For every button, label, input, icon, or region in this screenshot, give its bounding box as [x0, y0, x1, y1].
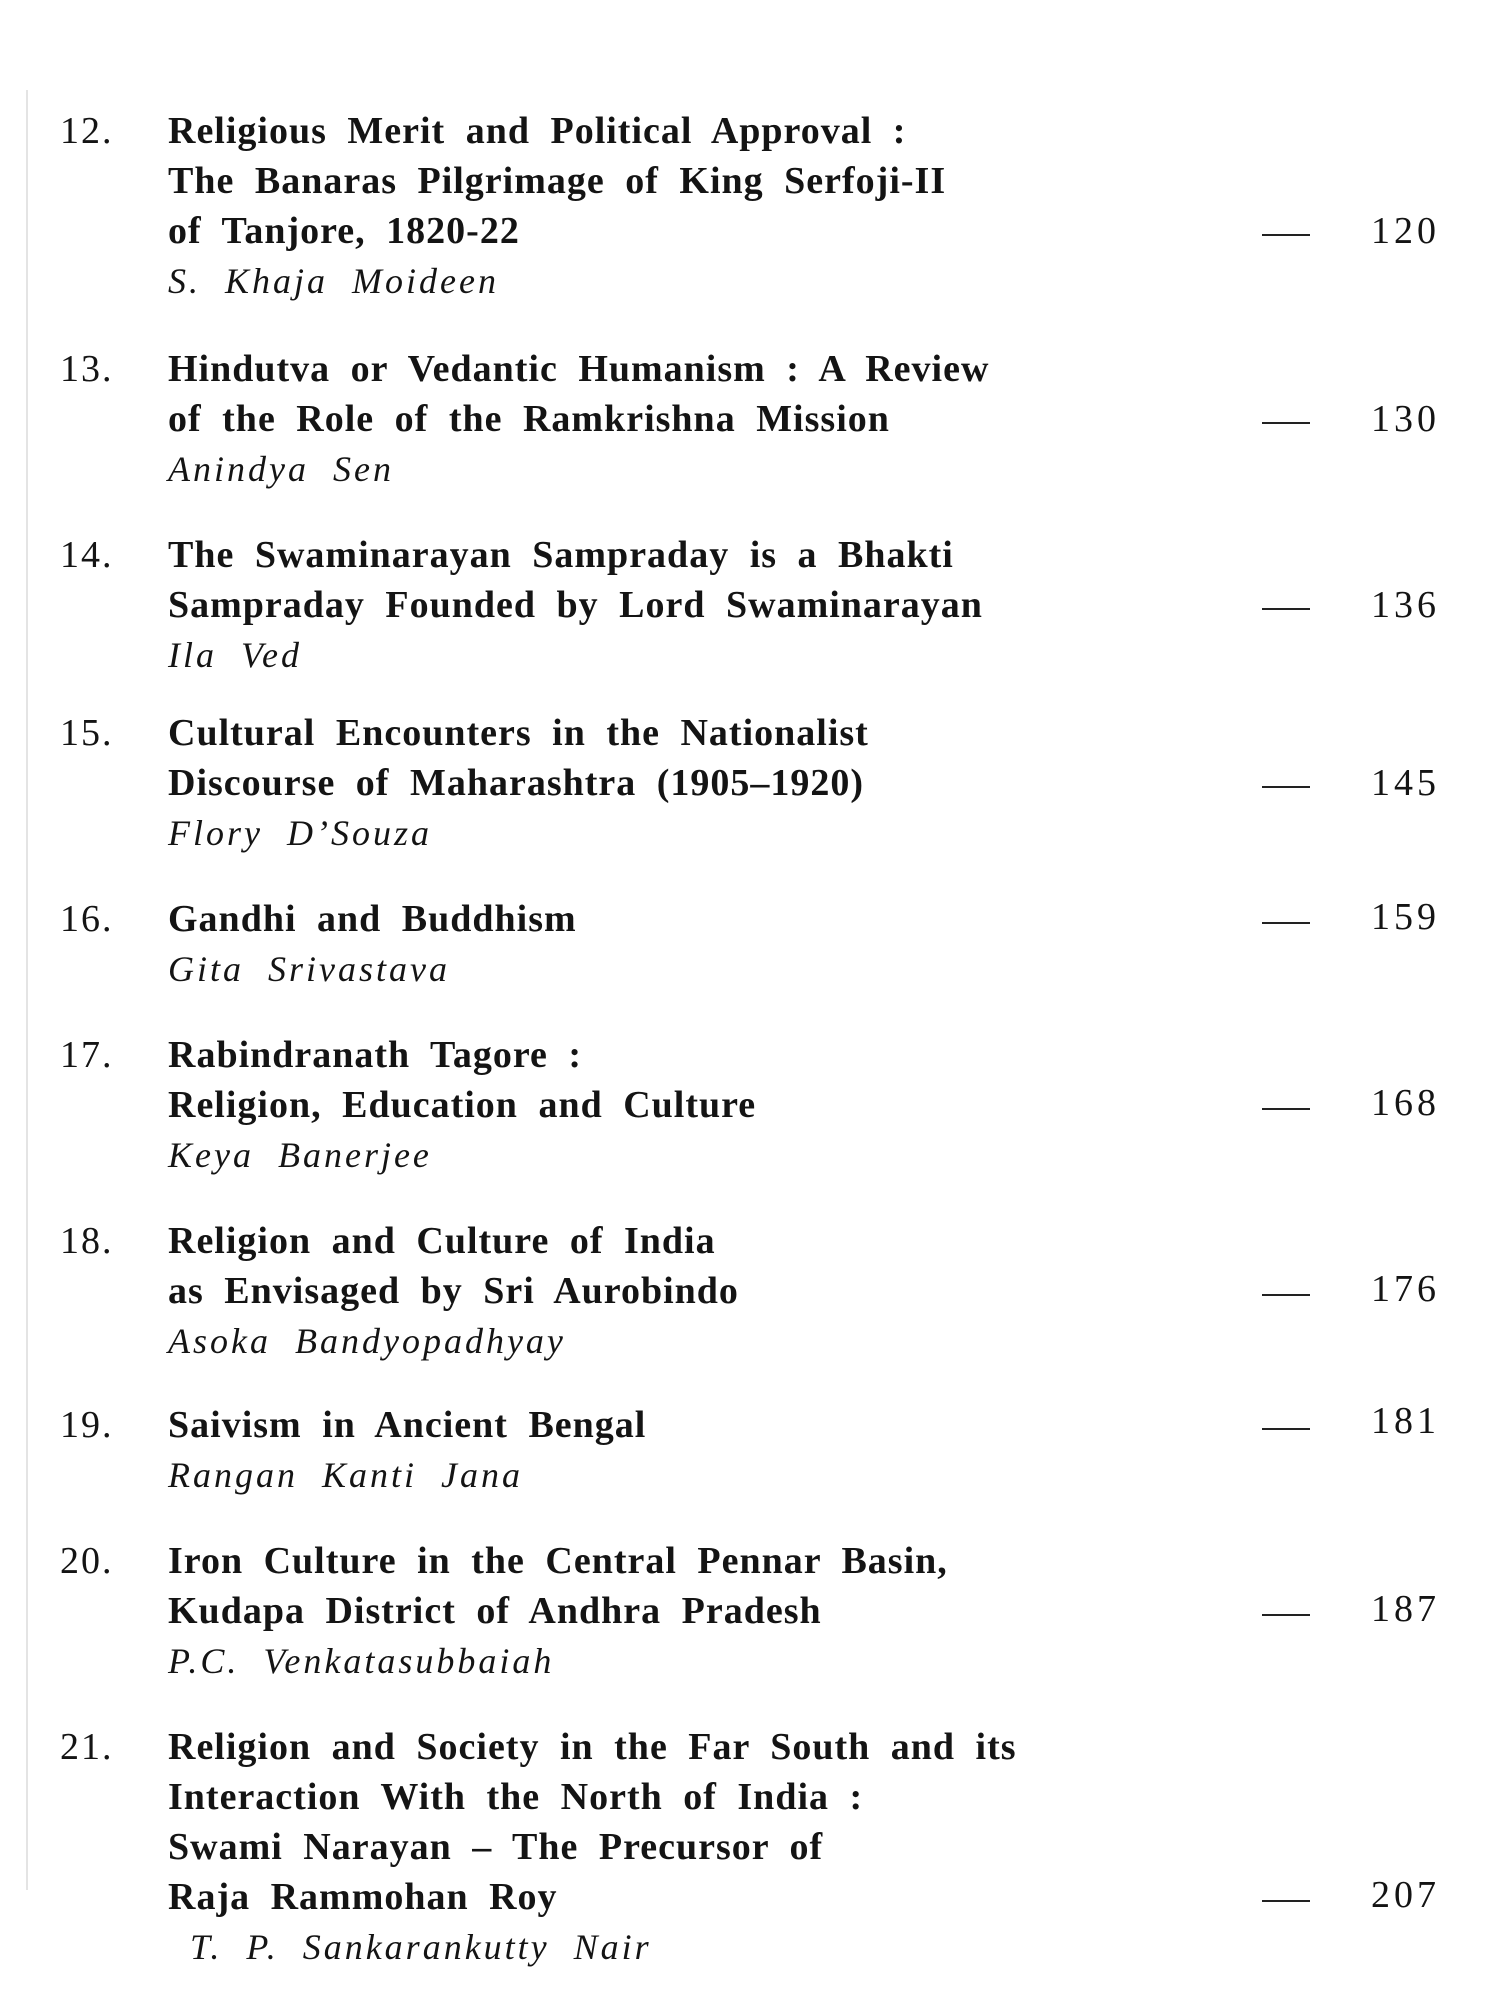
leader-dash — [1262, 1428, 1310, 1430]
leader-dash — [1262, 1614, 1310, 1616]
title-line: Hindutva or Vedantic Humanism : A Review — [168, 348, 990, 390]
title-line: Swami Narayan – The Precursor of — [168, 1826, 824, 1868]
entry-author: Gita Srivastava — [168, 949, 450, 989]
entry-page-number: 159 — [1371, 896, 1440, 938]
entry-page-number: 168 — [1371, 1082, 1440, 1124]
entry-title — [168, 530, 1158, 630]
title-line: Iron Culture in the Central Pennar Basin, — [168, 1540, 948, 1582]
entry-number: 16. — [60, 898, 114, 940]
title-line: of Tanjore, 1820-22 — [168, 210, 520, 252]
title-line: Gandhi and Buddhism — [168, 898, 577, 940]
entry-number: 14. — [60, 534, 114, 576]
leader-dash — [1262, 786, 1310, 788]
title-line: Rabindranath Tagore : — [168, 1034, 583, 1076]
page-edge-shadow — [26, 90, 28, 1890]
leader-dash — [1262, 1294, 1310, 1296]
title-line: The Banaras Pilgrimage of King Serfoji-II — [168, 160, 947, 202]
leader-dash — [1262, 922, 1310, 924]
title-line: Religion, Education and Culture — [168, 1084, 757, 1126]
title-line: of the Role of the Ramkrishna Mission — [168, 398, 890, 440]
entry-author: T. P. Sankarankutty Nair — [190, 1927, 652, 1967]
entry-number: 21. — [60, 1726, 114, 1768]
entry-title — [168, 1216, 1158, 1316]
entry-author: P.C. Venkatasubbaiah — [168, 1641, 555, 1681]
leader-dash — [1262, 608, 1310, 610]
title-line: Raja Rammohan Roy — [168, 1876, 558, 1918]
entry-author: S. Khaja Moideen — [168, 261, 499, 301]
entry-page-number: 181 — [1371, 1400, 1440, 1442]
title-line: Saivism in Ancient Bengal — [168, 1404, 647, 1446]
entry-page-number: 145 — [1371, 762, 1440, 804]
entry-author: Flory D’Souza — [168, 813, 432, 853]
title-line: Religion and Society in the Far South and its — [168, 1726, 1017, 1768]
entry-title — [168, 1030, 1158, 1130]
entry-title — [168, 708, 1158, 808]
entry-number: 19. — [60, 1404, 114, 1446]
entry-title — [168, 106, 1158, 256]
entry-number: 17. — [60, 1034, 114, 1076]
entry-page-number: 120 — [1371, 210, 1440, 252]
entry-title — [168, 1536, 1158, 1636]
entry-page-number: 176 — [1371, 1268, 1440, 1310]
title-line: Religion and Culture of India — [168, 1220, 716, 1262]
entry-number: 18. — [60, 1220, 114, 1262]
entry-author: Keya Banerjee — [168, 1135, 432, 1175]
entry-page-number: 207 — [1371, 1874, 1440, 1916]
entry-number: 20. — [60, 1540, 114, 1582]
entry-author: Anindya Sen — [168, 449, 394, 489]
entry-title — [168, 894, 1158, 944]
entry-number: 12. — [60, 110, 114, 152]
entry-number: 13. — [60, 348, 114, 390]
leader-dash — [1262, 1900, 1310, 1902]
entry-author: Asoka Bandyopadhyay — [168, 1321, 566, 1361]
entry-author: Rangan Kanti Jana — [168, 1455, 523, 1495]
title-line: Discourse of Maharashtra (1905–1920) — [168, 762, 865, 804]
title-line: Religious Merit and Political Approval : — [168, 110, 907, 152]
entry-number: 15. — [60, 712, 114, 754]
leader-dash — [1262, 422, 1310, 424]
title-line: as Envisaged by Sri Aurobindo — [168, 1270, 739, 1312]
title-line: Kudapa District of Andhra Pradesh — [168, 1590, 822, 1632]
entry-page-number: 136 — [1371, 584, 1440, 626]
entry-page-number: 187 — [1371, 1588, 1440, 1630]
leader-dash — [1262, 234, 1310, 236]
entry-author: Ila Ved — [168, 635, 302, 675]
entry-title — [168, 1400, 1158, 1450]
title-line: Interaction With the North of India : — [168, 1776, 864, 1818]
entry-title — [168, 344, 1158, 444]
entry-page-number: 130 — [1371, 398, 1440, 440]
entry-title — [168, 1722, 1158, 1922]
title-line: The Swaminarayan Sampraday is a Bhakti — [168, 534, 954, 576]
title-line: Cultural Encounters in the Nationalist — [168, 712, 869, 754]
title-line: Sampraday Founded by Lord Swaminarayan — [168, 584, 983, 626]
leader-dash — [1262, 1108, 1310, 1110]
